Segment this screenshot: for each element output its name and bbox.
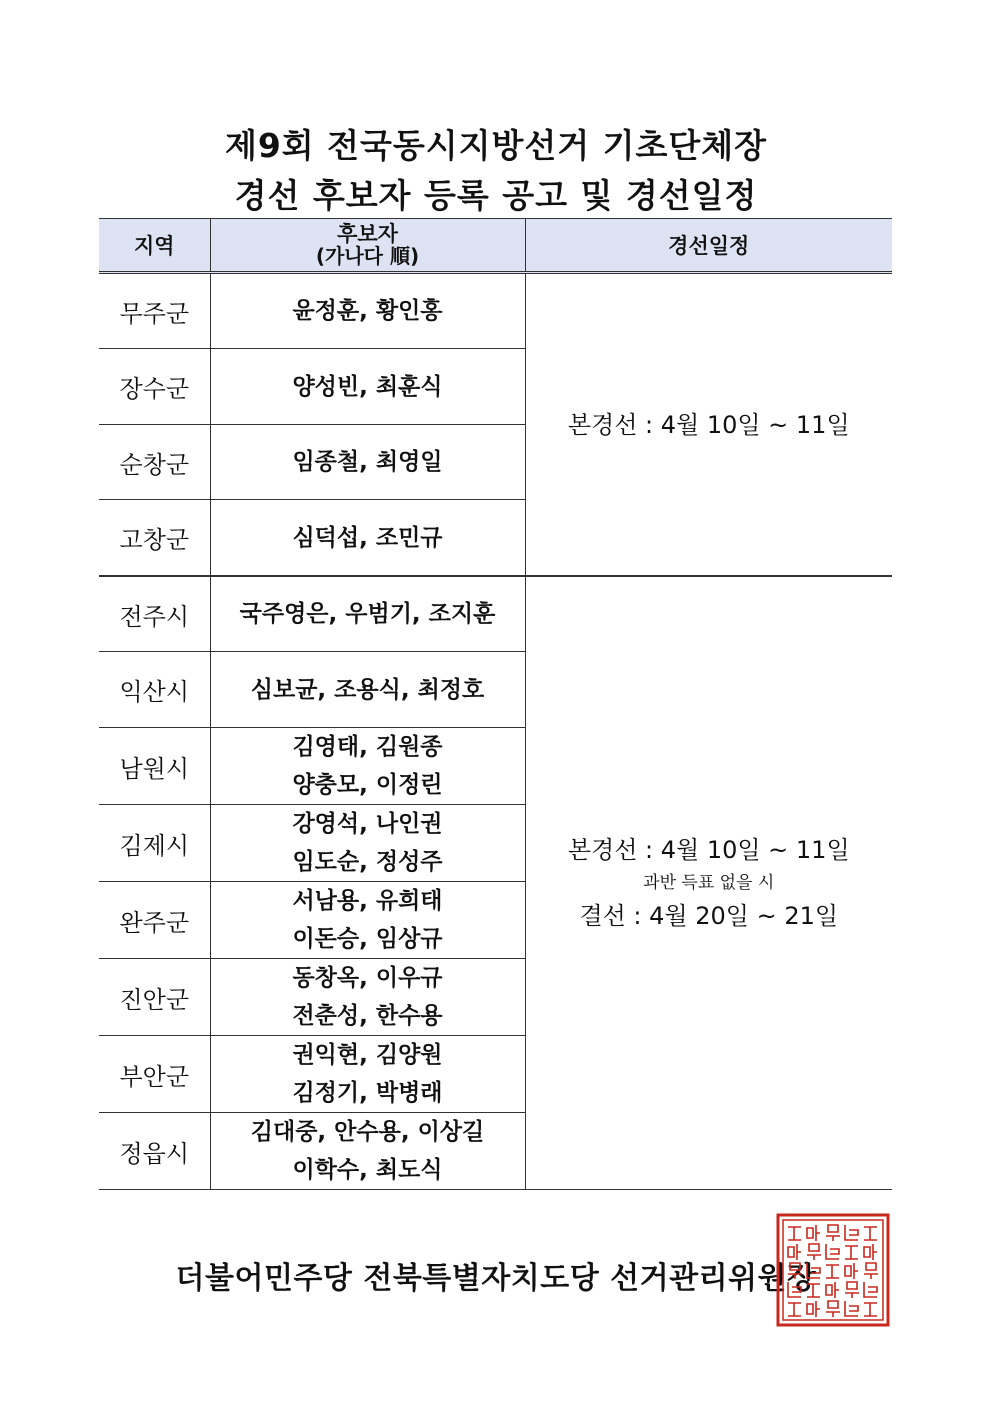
header-region: 지역 <box>99 219 210 273</box>
candidate-names-line: 김정기, 박병래 <box>292 1080 443 1106</box>
table-row <box>99 273 892 349</box>
candidates-cell <box>210 500 525 577</box>
seal-glyph <box>826 1225 840 1241</box>
candidate-names-line: 양성빈, 최훈식 <box>292 373 443 400</box>
seal-glyph <box>864 1303 877 1316</box>
schedule-main: 본경선 : 4월 10일 ~ 11일 <box>567 836 850 864</box>
seal-glyph <box>845 1246 858 1259</box>
seal-glyph <box>807 1301 820 1317</box>
schedule-runoff: 결선 : 4월 20일 ~ 21일 <box>579 902 839 930</box>
seal-glyph <box>845 1301 858 1316</box>
document-title-line1: 제9회 전국동시지방선거 기초단체장 <box>224 126 768 165</box>
seal-glyph <box>845 1225 858 1240</box>
document-title-line2: 경선 후보자 등록 공고 및 경선일정 <box>234 176 758 215</box>
region-cell: 완주군 <box>99 882 210 959</box>
candidate-schedule-table <box>99 218 892 1190</box>
candidates-cell <box>210 652 525 728</box>
seal-glyph <box>788 1282 801 1297</box>
seal-glyph <box>864 1244 877 1260</box>
header-candidates-main: 후보자 <box>337 222 398 246</box>
candidate-names-line: 서남용, 유희태 <box>292 888 443 914</box>
seal-glyph <box>807 1244 821 1260</box>
seal-glyph <box>788 1303 801 1316</box>
issuer-footer: 더불어민주당 전북특별자치도당 선거관리위원장 <box>175 1261 817 1296</box>
seal-glyph <box>826 1244 839 1259</box>
candidates-cell <box>210 728 525 805</box>
seal-glyph <box>864 1282 877 1297</box>
candidate-names-line: 양충모, 이정린 <box>292 772 443 798</box>
region-cell: 고창군 <box>99 500 210 577</box>
candidate-names-line: 김영태, 김원종 <box>292 734 443 760</box>
region-cell: 무주군 <box>99 273 210 349</box>
candidates-cell <box>210 1113 525 1190</box>
seal-glyph <box>807 1225 820 1241</box>
candidates-cell <box>210 959 525 1036</box>
candidates-cell <box>210 425 525 500</box>
region-cell: 익산시 <box>99 652 210 728</box>
table-body <box>99 273 892 1190</box>
candidate-names-line: 윤정훈, 황인홍 <box>292 298 443 324</box>
candidate-names-line: 국주영은, 우범기, 조지훈 <box>239 601 496 627</box>
region-cell: 부안군 <box>99 1036 210 1113</box>
schedule-cell <box>525 273 892 577</box>
seal-glyph <box>845 1263 858 1279</box>
seal-glyph <box>807 1284 820 1297</box>
region-cell: 순창군 <box>99 425 210 500</box>
candidate-names-line: 김대중, 안수용, 이상길 <box>250 1119 485 1145</box>
header-candidates <box>210 219 525 273</box>
candidates-cell <box>210 576 525 652</box>
table-row <box>99 576 892 652</box>
candidate-names-line: 이학수, 최도식 <box>292 1157 443 1183</box>
header-candidates-sub: (가나다 順) <box>315 244 420 268</box>
seal-glyph <box>826 1301 840 1317</box>
candidate-names-line: 동창옥, 이우규 <box>292 965 443 991</box>
candidates-cell <box>210 349 525 425</box>
seal-glyph <box>826 1265 839 1278</box>
candidate-names-line: 임도순, 정성주 <box>292 849 443 875</box>
candidate-names-line: 임종철, 최영일 <box>292 449 443 475</box>
candidates-cell <box>210 882 525 959</box>
seal-glyph <box>826 1282 839 1298</box>
region-cell: 장수군 <box>99 349 210 425</box>
seal-glyph <box>864 1227 877 1240</box>
candidate-names-line: 강영석, 나인권 <box>292 811 443 837</box>
region-cell: 진안군 <box>99 959 210 1036</box>
region-cell: 남원시 <box>99 728 210 805</box>
candidate-names-line: 전춘성, 한수용 <box>292 1003 443 1029</box>
schedule-main: 본경선 : 4월 10일 ~ 11일 <box>567 410 850 439</box>
candidates-cell <box>210 273 525 349</box>
table-header-row <box>99 219 892 273</box>
region-cell: 전주시 <box>99 576 210 652</box>
header-schedule: 경선일정 <box>525 219 892 273</box>
seal-glyph <box>788 1244 801 1260</box>
seal-glyph <box>788 1227 801 1240</box>
candidate-names-line: 심보균, 조용식, 최정호 <box>250 676 485 703</box>
seal-glyph <box>845 1282 859 1298</box>
candidates-cell <box>210 1036 525 1113</box>
seal-glyph <box>807 1263 820 1278</box>
region-cell: 김제시 <box>99 805 210 882</box>
region-cell: 정읍시 <box>99 1113 210 1190</box>
candidates-cell <box>210 805 525 882</box>
candidate-names-line: 권익현, 김양원 <box>292 1042 443 1068</box>
candidate-names-line: 이돈승, 임상규 <box>292 926 443 952</box>
schedule-cell <box>525 576 892 1190</box>
candidate-names-line: 심덕섭, 조민규 <box>292 524 443 551</box>
seal-glyph <box>864 1263 878 1279</box>
schedule-note: 과반 득표 없을 시 <box>643 873 775 893</box>
official-seal-stamp <box>776 1213 890 1327</box>
seal-glyph <box>788 1263 802 1279</box>
